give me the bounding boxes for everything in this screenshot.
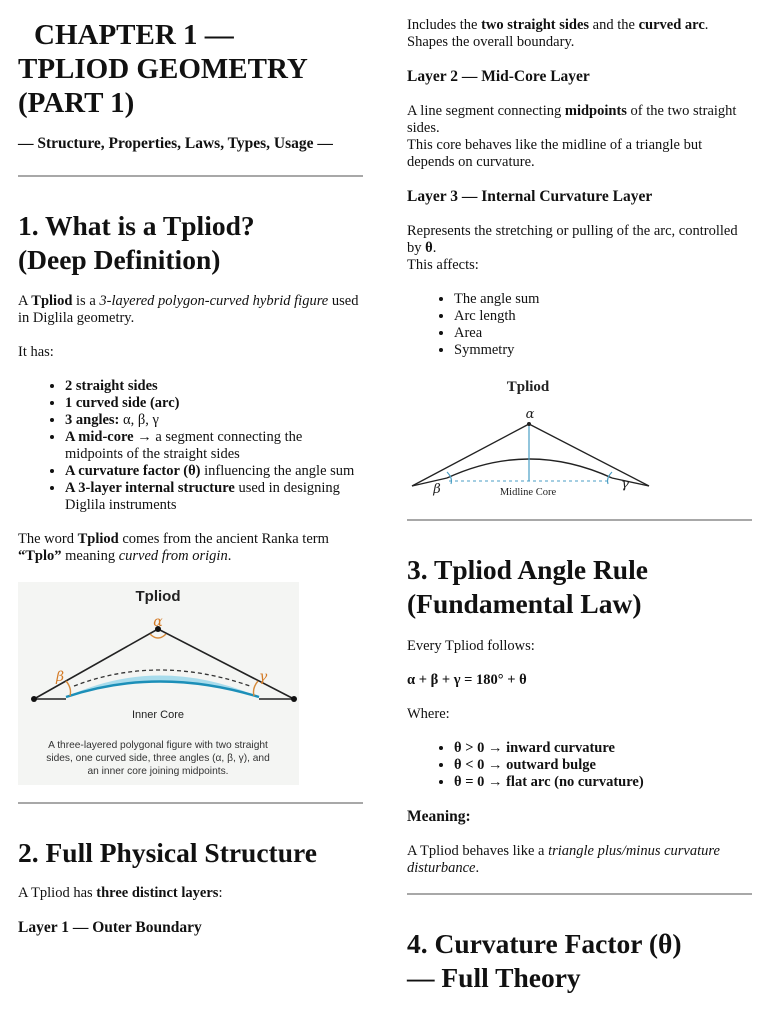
alpha-angle-arc xyxy=(150,634,166,638)
l1-text-3: . xyxy=(704,17,709,33)
divider xyxy=(18,175,363,177)
layer-2-description xyxy=(407,103,752,171)
def-italic: 3-layered polygon-curved hybrid figure xyxy=(99,293,329,309)
vertex-right xyxy=(291,696,297,702)
origin-text-2: comes from the ancient Ranka term xyxy=(118,531,329,547)
chapter-subtitle: — Structure, Properties, Laws, Types, Usage — xyxy=(18,135,333,152)
l3-text-3: This affects: xyxy=(407,257,479,273)
section-4-heading-line1: 4. Curvature Factor (θ) xyxy=(407,928,682,959)
list-item-text: influencing the angle sum xyxy=(200,463,355,479)
l1-bold-2: curved arc xyxy=(638,17,705,33)
layer-1-heading: Layer 1 — Outer Boundary xyxy=(18,919,202,936)
section-1-heading-line2: (Deep Definition) xyxy=(18,244,221,275)
list-item-bold: A 3-layer internal structure xyxy=(65,480,235,496)
layer-3-description xyxy=(407,223,752,274)
right-column xyxy=(407,0,752,995)
figure-caption-line2: sides, one curved side, three angles (α, β, γ), and xyxy=(46,753,270,764)
def-bold: Tpliod xyxy=(31,293,73,309)
list-item xyxy=(65,429,363,463)
list-item-bold: 1 curved side (arc) xyxy=(65,395,180,411)
list-item: • Area xyxy=(454,325,752,342)
l3-text-1: Represents the stretching or pulling of the arc, controlled by xyxy=(407,223,738,256)
meaning-text-2: . xyxy=(475,860,480,876)
alpha-label: α xyxy=(525,407,535,422)
beta-label: β xyxy=(433,482,441,497)
affects-list xyxy=(407,291,752,359)
chapter-title-line3: (PART 1) xyxy=(18,87,135,119)
figure-2-title: Tpliod xyxy=(506,379,550,395)
divider xyxy=(18,802,363,804)
curved-arc xyxy=(66,682,259,698)
beta-angle-arc xyxy=(66,681,71,696)
section-2-intro xyxy=(18,885,363,902)
it-has-label: It has: xyxy=(18,344,54,360)
properties-list xyxy=(18,378,363,514)
origin-text-3: meaning xyxy=(61,548,119,564)
l2-bold: midpoints xyxy=(564,103,627,119)
list-item-text: α, β, γ xyxy=(119,412,159,428)
layer-2-heading: Layer 2 — Mid-Core Layer xyxy=(407,68,590,85)
where-label: Where: xyxy=(407,706,450,722)
list-item-bold: 2 straight sides xyxy=(65,378,158,394)
angle-formula: α + β + γ = 180° + θ xyxy=(407,672,527,688)
def-text-1: A xyxy=(18,293,32,309)
tpliod-diagram-1 xyxy=(18,582,299,785)
figure-caption-line3: an inner core joining midpoints. xyxy=(87,766,229,777)
list-item: • Arc length xyxy=(454,308,752,325)
chapter-title xyxy=(18,18,363,120)
section-3-heading-line2: (Fundamental Law) xyxy=(407,588,642,619)
list-item xyxy=(65,412,363,429)
straight-side-right xyxy=(529,424,649,486)
list-item-text: used in designing Diglila instruments xyxy=(65,480,340,513)
divider xyxy=(407,519,752,521)
list-item-bold: A mid-core xyxy=(65,429,134,445)
inner-core-label: Inner Core xyxy=(132,709,184,721)
list-item-text: → a segment connecting the midpoints of the straight sides xyxy=(65,429,303,462)
list-item xyxy=(65,480,363,514)
section-4-heading xyxy=(407,927,752,995)
l1-text-1: Includes the xyxy=(407,17,482,33)
vertex-left xyxy=(31,696,37,702)
tpliod-figure-1 xyxy=(18,582,299,785)
l2-text-3: This core behaves like the midline of a triangle but depends on curvature. xyxy=(407,137,703,170)
list-item-bold: A curvature factor (θ) xyxy=(65,463,201,479)
midline-core-label: Midline Core xyxy=(499,487,557,498)
list-item: • θ = 0 → flat arc (no curvature) xyxy=(454,774,752,791)
section-2-heading: 2. Full Physical Structure xyxy=(18,837,317,868)
def-text-2: is a xyxy=(72,293,100,309)
l1-text-2: and the xyxy=(589,17,639,33)
list-item xyxy=(65,395,363,412)
def-text-3: used in Diglila geometry. xyxy=(18,293,359,326)
list-item xyxy=(65,463,363,480)
meaning-italic: triangle plus/minus curvature disturbance xyxy=(407,843,720,876)
list-item: • Symmetry xyxy=(454,342,752,359)
l2-text-2: of the two straight sides. xyxy=(407,103,737,136)
definition-paragraph xyxy=(18,293,363,327)
left-column xyxy=(18,0,363,937)
base-segments xyxy=(412,478,649,486)
meaning-heading: Meaning: xyxy=(407,808,471,825)
origin-bold-2: “Tplo” xyxy=(18,548,62,564)
theta-cases-list xyxy=(407,740,752,791)
chapter-title-line1: CHAPTER 1 — xyxy=(34,19,234,51)
origin-paragraph xyxy=(18,531,363,565)
list-item: • The angle sum xyxy=(454,291,752,308)
l2-text-1: A line segment connecting xyxy=(407,103,565,119)
tpliod-figure-2 xyxy=(407,374,657,509)
list-item: • θ < 0 → outward bulge xyxy=(454,757,752,774)
s2-intro-bold: three distinct layers xyxy=(96,885,219,901)
section-1-heading-line1: 1. What is a Tpliod? xyxy=(18,210,255,241)
origin-bold-1: Tpliod xyxy=(77,531,119,547)
figure-1-title: Tpliod xyxy=(135,588,181,605)
section-4-heading-line2: — Full Theory xyxy=(407,962,581,993)
divider xyxy=(407,893,752,895)
gamma-label: γ xyxy=(258,669,268,685)
layer-3-heading: Layer 3 — Internal Curvature Layer xyxy=(407,188,653,205)
list-item-bold: 3 angles: xyxy=(65,412,120,428)
beta-label: β xyxy=(55,669,65,685)
gamma-label: γ xyxy=(621,477,629,492)
origin-text-4: . xyxy=(227,548,232,564)
vertex-top xyxy=(527,422,531,426)
origin-italic: curved from origin xyxy=(118,548,228,564)
origin-text-1: The word xyxy=(18,531,78,547)
tpliod-diagram-2 xyxy=(407,374,657,509)
chapter-title-line2: TPLIOD GEOMETRY xyxy=(18,53,308,85)
gamma-angle-arc xyxy=(254,681,259,696)
l1-text-4: Shapes the overall boundary. xyxy=(407,34,575,50)
s2-intro-text-1: A Tpliod has xyxy=(18,885,97,901)
figure-caption-line1: A three-layered polygonal figure with two straight xyxy=(48,740,268,751)
section-3-intro: Every Tpliod follows: xyxy=(407,638,535,654)
l3-text-2: . xyxy=(432,240,437,256)
layer-1-description xyxy=(407,17,752,51)
s2-intro-text-2: : xyxy=(218,885,223,901)
l1-bold-1: two straight sides xyxy=(481,17,590,33)
alpha-label: α xyxy=(153,614,163,630)
section-3-heading-line1: 3. Tpliod Angle Rule xyxy=(407,554,648,585)
section-1-heading xyxy=(18,209,363,277)
list-item xyxy=(65,378,363,395)
straight-side-left xyxy=(412,424,529,486)
section-3-heading xyxy=(407,553,752,621)
list-item: • θ > 0 → inward curvature xyxy=(454,740,752,757)
l3-bold: θ xyxy=(425,240,433,256)
meaning-paragraph xyxy=(407,843,752,877)
meaning-text-1: A Tpliod behaves like a xyxy=(407,843,549,859)
